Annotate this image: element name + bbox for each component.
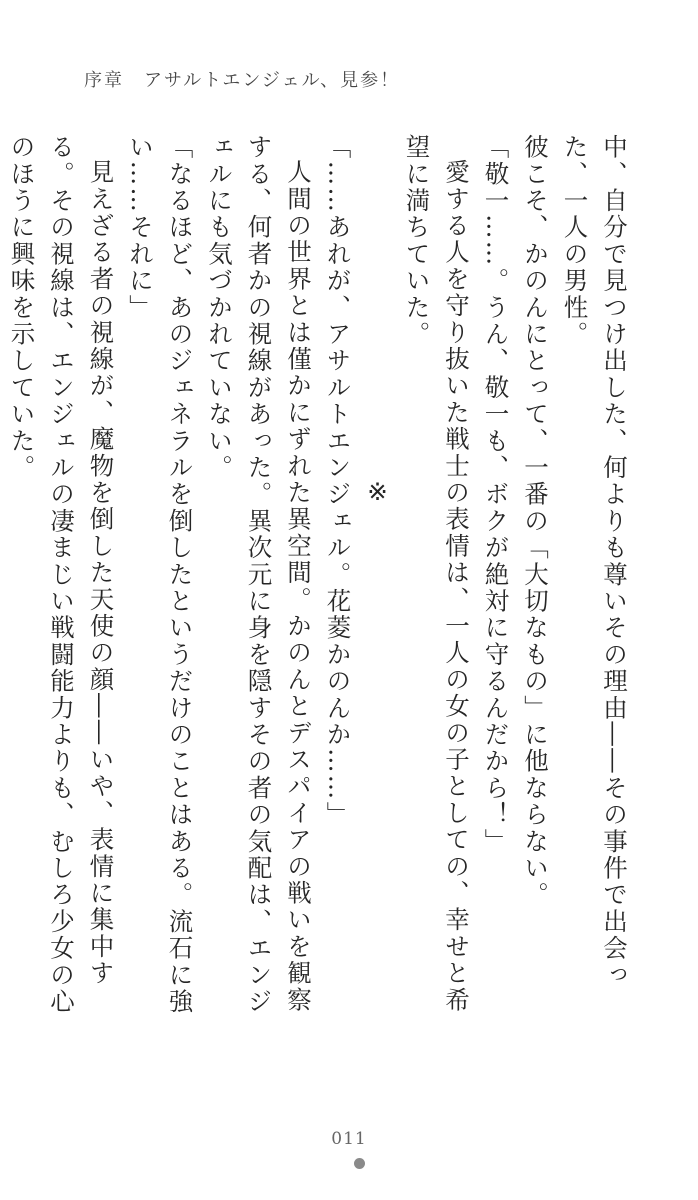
paragraph: 愛する人を守り抜いた戦士の表情は、一人の女の子としての、幸せと希望に満ちていた。 [402, 134, 471, 1013]
dialogue-line [0, 134, 2, 1034]
dialogue-line: 「なるほど、あのジェネラルを倒したというだけのことはある。流石に強い……それに」 [126, 134, 195, 1016]
section-separator: ※ [363, 477, 392, 509]
paragraph: 彼こそ、かのんにとって、一番の「大切なもの」に他ならない。 [521, 134, 550, 909]
paragraph: 人間の世界とは僅かにずれた異空間。かのんとデスパイアの戦いを観察する、何者かの視線があった。異次元に身を隠すその者の気配は、エンジェルにも気づかれていない。 [205, 134, 313, 1016]
page-marker-dot [354, 1158, 365, 1169]
paragraph: 見えざる者の視線が、魔物を倒した天使の顔――いや、表情に集中する。その視線は、エンジェルの凄まじい戦闘能力よりも、むしろ少女の心のほうに興味を示していた。 [7, 134, 116, 1016]
chapter-header: 序章 アサルトエンジェル、見参！ [84, 70, 401, 91]
body-text [7, 134, 634, 1034]
page-number: 011 [331, 1129, 367, 1149]
paragraph: 中、自分で見つけ出した、何よりも尊いその理由――その事件で出会った、一人の男性。 [560, 134, 629, 989]
dialogue-line: 「敬一……。うん、敬一も、ボクが絶対に守るんだから！」 [481, 134, 511, 855]
dialogue-line: 「……あれが、アサルトエンジェル。花菱かのんか……」 [323, 134, 353, 829]
